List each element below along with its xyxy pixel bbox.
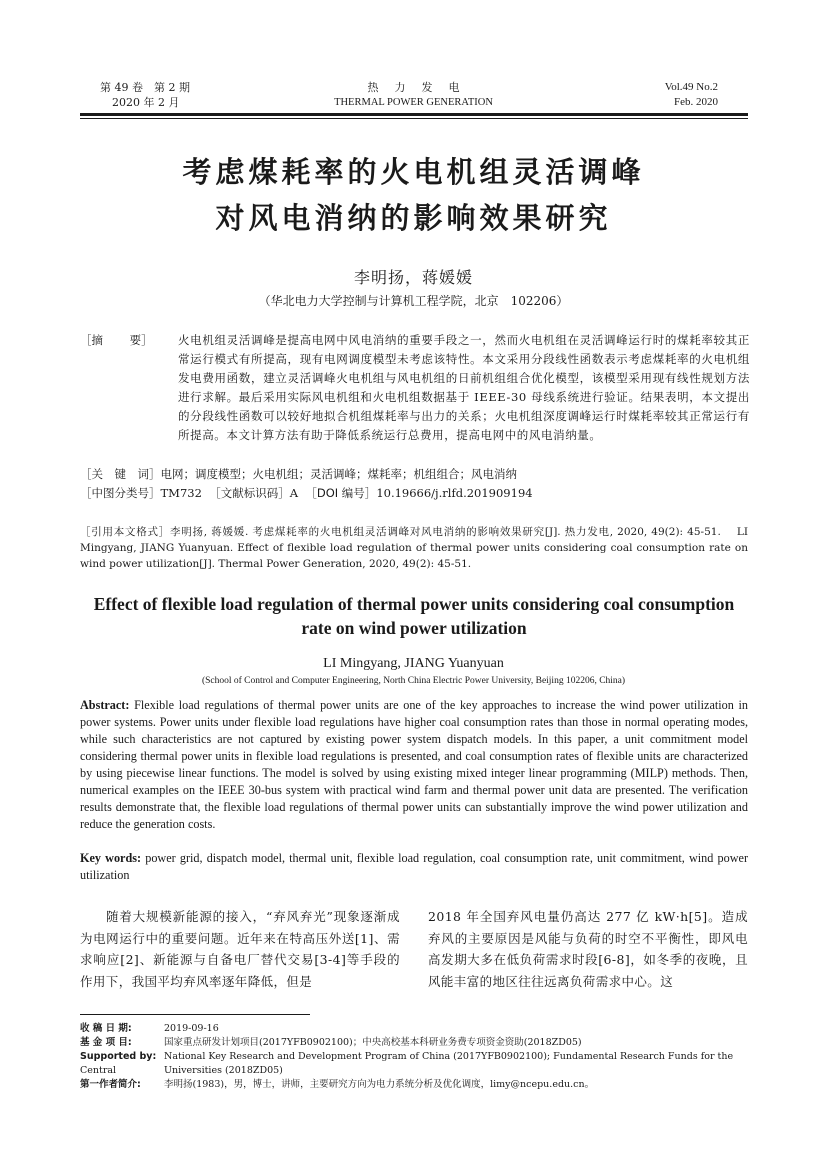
supported-value: National Key Research and Development Program of China (2017YFB0902100); Fundamental Research Funds for the Central bbox=[80, 1051, 734, 1076]
clc-label: ［中图分类号］ bbox=[80, 486, 161, 500]
abstract-en-text: Flexible load regulations of thermal power units are one of the key approaches to increase the wind power utilization in power systems. Power units under flexible load regulations have higher coal consumption rates than those in normal operating modes, while such characteristics are not captured by existing power system dispatch models. In this paper, a unit commitment model considering thermal power units in flexible load regulations is presented, and coal consumption rates of flexible units are characterized by using piecewise linear functions. The model is solved by using existing mixed integer linear programming (MILP) methods. Then, numerical examples on the IEEE 30-bus system with practical wind farm and thermal power unit data are presented. The verification results demonstrate that, the flexible load regulations of thermal power units can substantially improve the wind power utilization and reduce the generation costs. bbox=[80, 698, 748, 831]
keywords-cn-row bbox=[80, 465, 750, 484]
paper-title-line1: 考虑煤耗率的火电机组灵活调峰 bbox=[182, 155, 645, 189]
keywords-en bbox=[80, 850, 748, 884]
body-column-left: 随着大规模新能源的接入，“弃风弃光”现象逐渐成为电网运行中的重要问题。近年来在特高压外送[1]、需求响应[2]、新能源与自备电厂替代交易[3-4]等手段的作用下，我国平均弃风率逐年降低，但是 bbox=[80, 909, 400, 989]
citation-format bbox=[80, 524, 748, 572]
paper-title-en: Effect of flexible load regulation of thermal power units considering coal consumption rate on wind power utilization bbox=[93, 594, 735, 638]
supported-label: Supported by: bbox=[80, 1051, 157, 1062]
fund-value: 国家重点研发计划项目(2017YFB0902100)；中央高校基本科研业务费专项资金资助(2018ZD05) bbox=[164, 1037, 582, 1048]
keywords-en-label: Key words: bbox=[80, 851, 142, 865]
affiliation-cn: （华北电力大学控制与计算机工程学院，北京 102206） bbox=[258, 294, 569, 308]
body-column-right: 2018 年全国弃风电量仍高达 277 亿 kW·h[5]。造成弃风的主要原因是风能与负荷的时空不平衡性，即风电高发期大多在低负荷需求时段[6-8]，如冬季的夜晚，且风能丰富的地区往往远离负荷需求中心。这 bbox=[428, 909, 748, 989]
date-cn: 2020 年 2 月 bbox=[112, 96, 180, 109]
first-author-label: 第一作者简介: bbox=[80, 1079, 141, 1090]
authors-en: LI Mingyang, JIANG Yuanyuan bbox=[323, 656, 504, 671]
authors-cn: 李明扬，蒋媛媛 bbox=[353, 268, 473, 287]
journal-name-en: THERMAL POWER GENERATION bbox=[334, 97, 493, 108]
received-label: 收 稿 日 期: bbox=[80, 1023, 132, 1034]
citation-label: ［引用本文格式］ bbox=[80, 526, 171, 538]
doc-code-label: ［文献标识码］ bbox=[209, 486, 290, 500]
fund-label: 基 金 项 目: bbox=[80, 1037, 132, 1048]
footnote-fund bbox=[80, 1036, 748, 1050]
footnote-rule bbox=[80, 1014, 310, 1015]
doi-value: 10.19666/j.rlfd.201909194 bbox=[376, 486, 533, 500]
doc-code-value: A bbox=[289, 486, 299, 500]
keywords-cn: 电网；调度模型；火电机组；灵活调峰；煤耗率；机组组合；风电消纳 bbox=[160, 467, 517, 481]
doi-label: ［DOI 编号］ bbox=[305, 486, 377, 500]
paper-title-line2: 对风电消纳的影响效果研究 bbox=[215, 201, 612, 235]
header-rule-thin bbox=[80, 118, 748, 119]
abstract-label: ［摘 要］ bbox=[80, 333, 153, 347]
classification-row bbox=[80, 484, 750, 503]
footnote-supported-cont: Universities (2018ZD05) bbox=[164, 1065, 283, 1076]
volume-issue-en: Vol.49 No.2 bbox=[664, 81, 718, 93]
journal-volume-en bbox=[620, 80, 718, 110]
date-en: Feb. 2020 bbox=[674, 96, 718, 108]
abstract-en bbox=[80, 697, 748, 833]
abstract-cn: 火电机组灵活调峰是提高电网中风电消纳的重要手段之一，然而火电机组在灵活调峰运行时的煤耗率较其正常运行模式有所提高，现有电网调度模型未考虑该特性。本文采用分段线性函数表示考虑煤耗率的火电机组发电费用函数，建立灵活调峰火电机组与风电机组的日前机组组合优化模型，该模型采用现有线性规划方法进行求解。最后采用实际风电机组和火电机组数据基于 IEEE-30 母线系统进行验证。结果表明，本文提出的分段线性函数可以较好地拟合机组煤耗率与出力的关系；火电机组深度调峰运行时煤耗率较其正常运行有所提高。本文计算方法有助于降低系统运行总费用，提高电网中的风电消纳量。 bbox=[178, 333, 750, 442]
keywords-en-text: power grid, dispatch model, thermal unit, flexible load regulation, coal consumption rate, unit commitment, wind power utilization bbox=[80, 851, 748, 882]
abstract-en-label: Abstract: bbox=[80, 698, 130, 712]
keywords-label: ［关 键 词］ bbox=[80, 467, 161, 481]
clc-value: TM732 bbox=[160, 486, 202, 500]
volume-issue-cn: 第 49 卷 第 2 期 bbox=[100, 81, 190, 94]
first-author-value: 李明扬(1983)，男，博士，讲师，主要研究方向为电力系统分析及优化调度，limy@ncepu.edu.cn。 bbox=[164, 1079, 595, 1090]
received-value: 2019-09-16 bbox=[164, 1023, 219, 1034]
footnote-first-author bbox=[80, 1078, 748, 1092]
header-rule-thick bbox=[80, 113, 748, 116]
citation-text: 李明扬, 蒋媛媛. 考虑煤耗率的火电机组灵活调峰对风电消纳的影响效果研究[J]. 热力发电, 2020, 49(2): 45-51. LI Mingyang, JIANG Yuanyuan. Effect of flexible load regulation of thermal power units considering coal consumption rate on wind power utilization[J]. Thermal Power Generation, 2020, 49(2): 45-51. bbox=[80, 526, 748, 570]
footnote-received bbox=[80, 1022, 748, 1036]
affiliation-en: (School of Control and Computer Engineering, North China Electric Power University, Beijing 102206, China) bbox=[201, 676, 626, 686]
journal-name-cn: 热力发电 bbox=[367, 81, 476, 94]
